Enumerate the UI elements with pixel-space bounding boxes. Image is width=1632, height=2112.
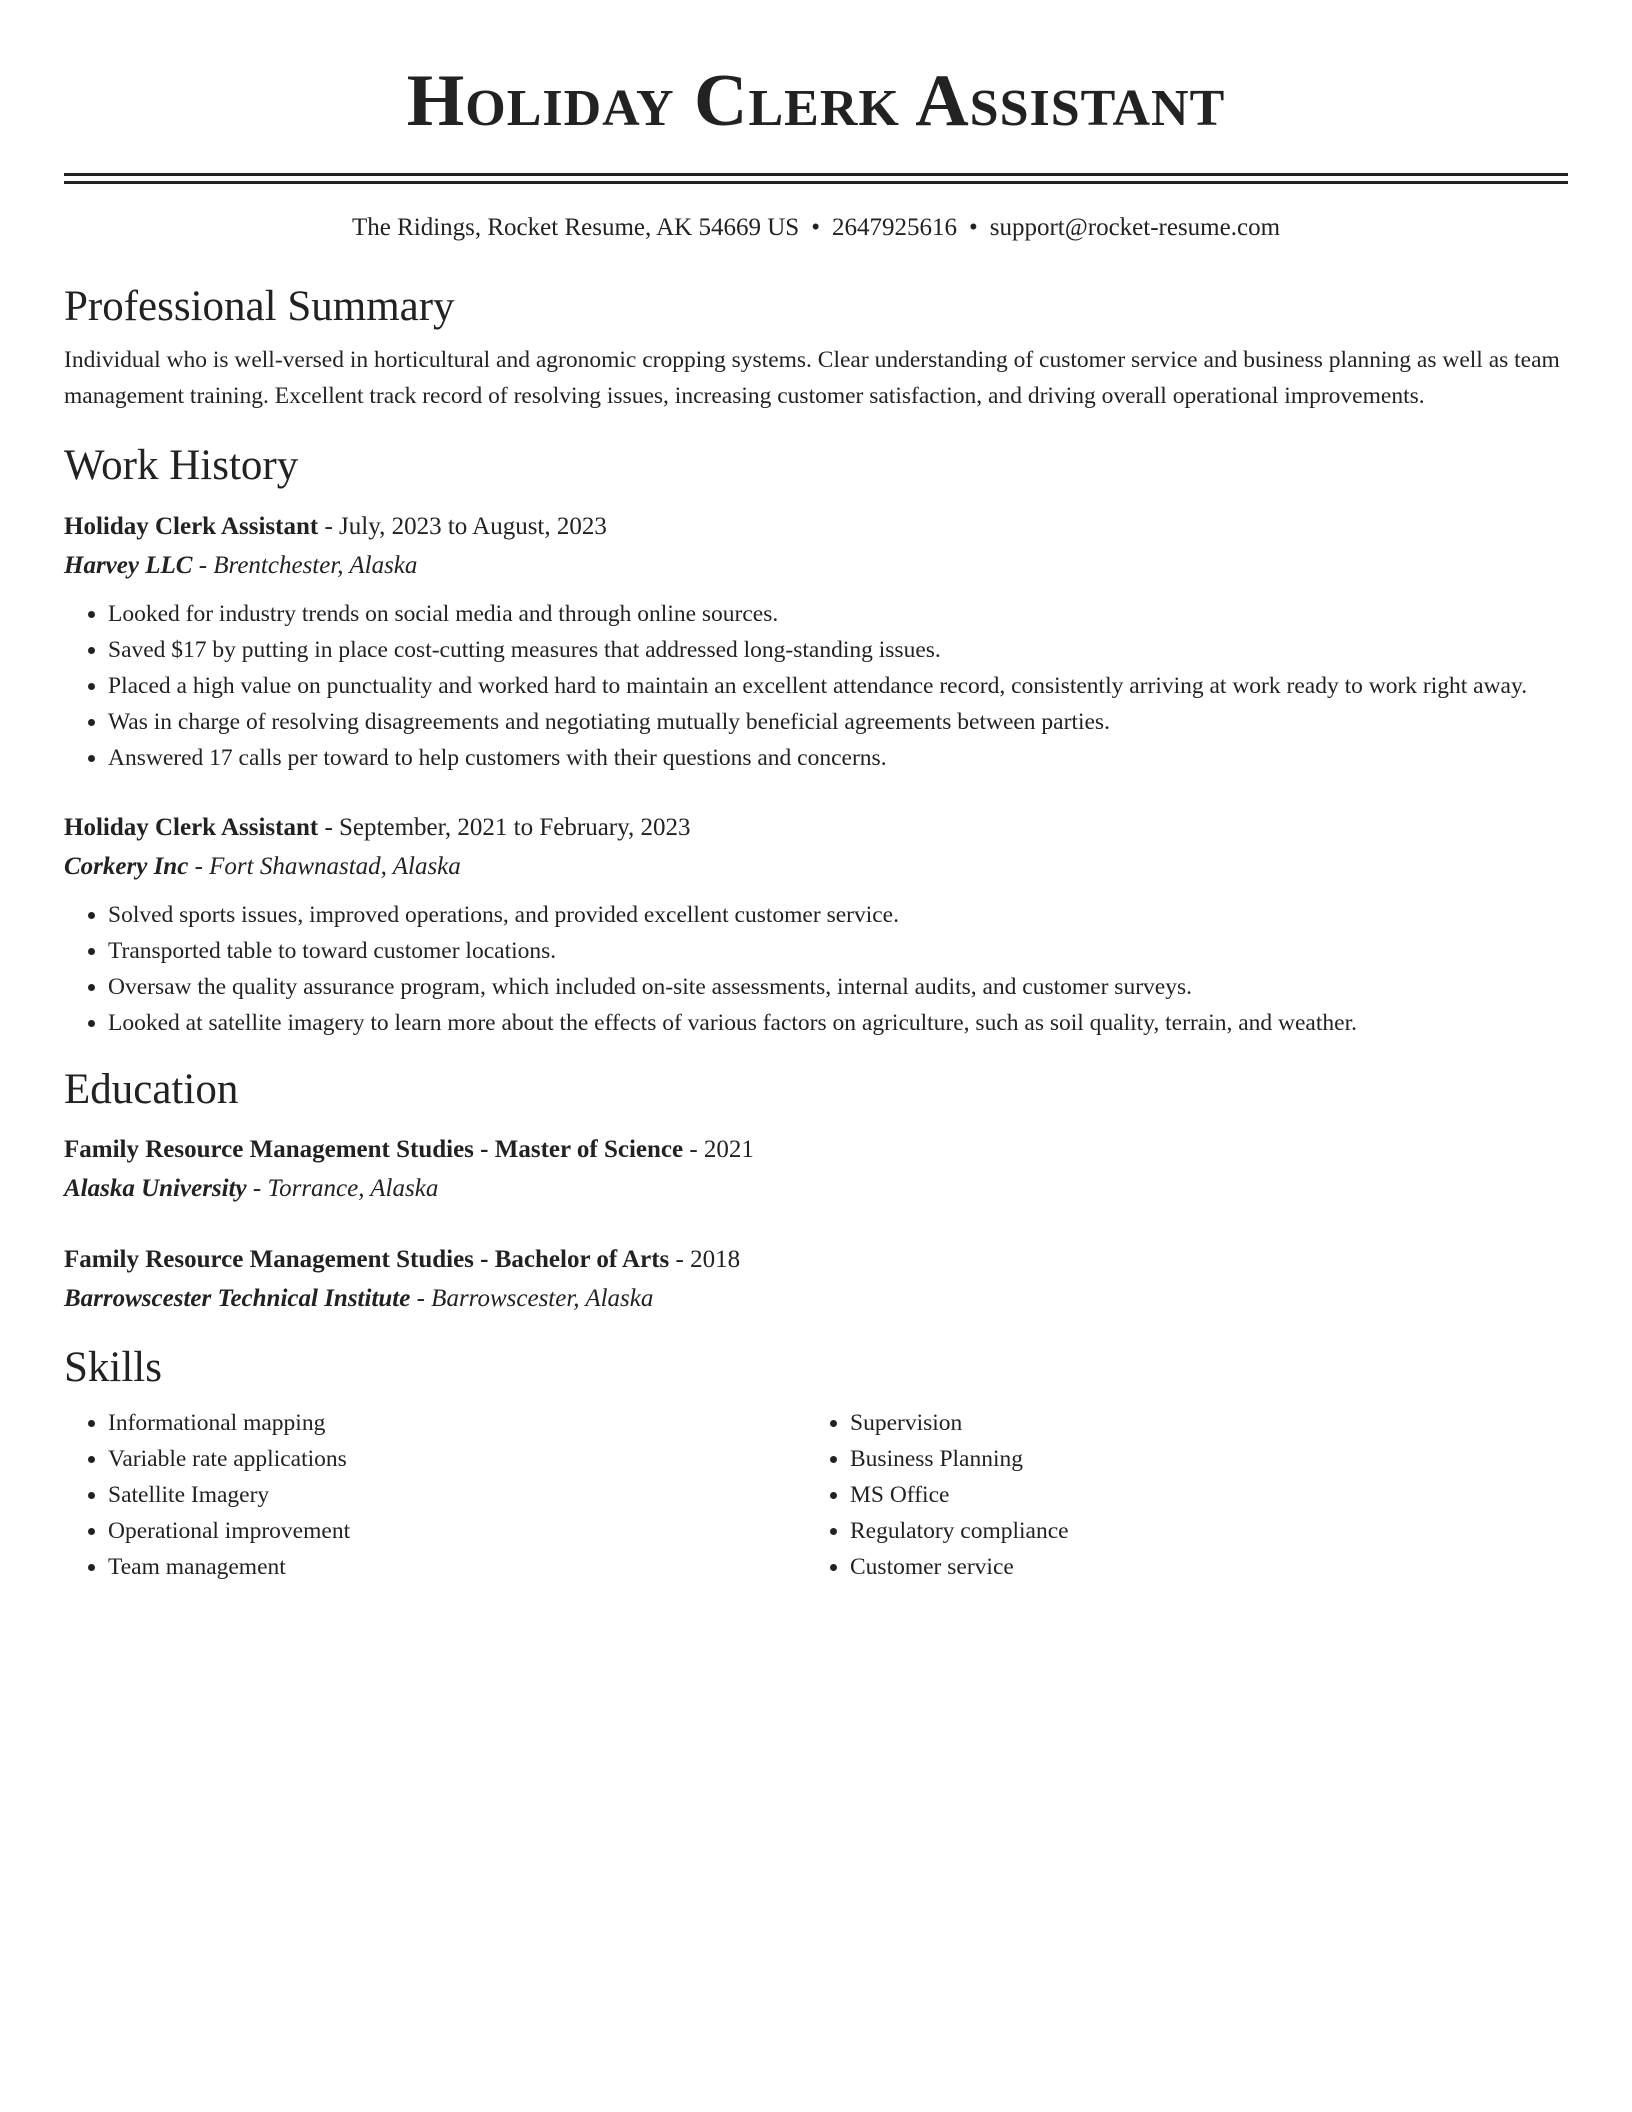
education-year: - 2018 <box>669 1246 741 1273</box>
contact-phone: 2647925616 <box>831 214 957 241</box>
resume-name: Holiday Clerk Assistant <box>406 60 1226 142</box>
skills-heading: Skills <box>64 1344 162 1391</box>
job-entry <box>64 809 1568 1041</box>
skills-column-right <box>806 1405 1548 1585</box>
education-school-line <box>64 1169 1568 1209</box>
job-bullet: • Placed a high value on punctuality and worked hard to maintain an excellent attendance record, consistently arriving at work ready to work right away. <box>108 668 1568 704</box>
skill-item: • Satellite Imagery <box>108 1477 806 1513</box>
skills-columns <box>64 1405 1568 1585</box>
education-school: Alaska University <box>64 1175 247 1202</box>
skill-item: • Informational mapping <box>108 1405 806 1441</box>
education-school: Barrowscester Technical Institute <box>64 1285 411 1312</box>
skill-item: • Supervision <box>850 1405 1548 1441</box>
job-company-line <box>64 847 1568 887</box>
job-location: - Brentchester, Alaska <box>192 552 418 579</box>
skills-list <box>64 1405 806 1585</box>
job-location: - Fort Shawnastad, Alaska <box>188 853 461 880</box>
education-heading: Education <box>64 1066 239 1113</box>
education-degree-line <box>64 1131 1568 1169</box>
skill-item: • Regulatory compliance <box>850 1513 1548 1549</box>
education-degree: Family Resource Management Studies - Bachelor of Arts <box>64 1246 670 1273</box>
education-degree: Family Resource Management Studies - Master of Science <box>64 1136 684 1163</box>
education-year: - 2021 <box>683 1136 754 1163</box>
job-bullet: • Transported table to toward customer locations. <box>108 933 1568 969</box>
job-company: Corkery Inc <box>64 853 189 880</box>
job-role: Holiday Clerk Assistant <box>64 513 319 540</box>
job-bullets <box>64 596 1568 776</box>
skill-item: • Customer service <box>850 1549 1548 1585</box>
contact-line <box>64 212 1568 244</box>
education-entry <box>64 1241 1568 1319</box>
job-title-line <box>64 508 1568 546</box>
education-entry <box>64 1131 1568 1209</box>
skill-item: • Team management <box>108 1549 806 1585</box>
education-school-line <box>64 1279 1568 1319</box>
job-entry <box>64 508 1568 776</box>
contact-separator: • <box>968 214 978 241</box>
skills-column-left <box>64 1405 806 1585</box>
job-bullet: • Saved $17 by putting in place cost-cutting measures that addressed long-standing issues. <box>108 632 1568 668</box>
job-company: Harvey LLC <box>64 552 193 579</box>
job-bullet: • Answered 17 calls per toward to help customers with their questions and concerns. <box>108 740 1568 776</box>
job-role: Holiday Clerk Assistant <box>64 814 319 841</box>
work-history-heading: Work History <box>64 442 299 489</box>
education-location: - Torrance, Alaska <box>246 1175 439 1202</box>
job-bullets <box>64 897 1568 1041</box>
skill-item: • Variable rate applications <box>108 1441 806 1477</box>
job-bullet: • Looked at satellite imagery to learn more about the effects of various factors on agriculture, such as soil quality, terrain, and weather. <box>108 1005 1568 1041</box>
job-company-line <box>64 546 1568 586</box>
education-degree-line <box>64 1241 1568 1279</box>
job-dates: - September, 2021 to February, 2023 <box>318 814 691 841</box>
summary-heading: Professional Summary <box>64 283 455 330</box>
education-location: - Barrowscester, Alaska <box>410 1285 654 1312</box>
header-double-rule <box>64 173 1568 184</box>
skill-item: • Business Planning <box>850 1441 1548 1477</box>
skill-item: • MS Office <box>850 1477 1548 1513</box>
job-bullet: • Was in charge of resolving disagreements and negotiating mutually beneficial agreements between parties. <box>108 704 1568 740</box>
contact-separator: • <box>811 214 820 241</box>
job-bullet: • Oversaw the quality assurance program, which included on-site assessments, internal audits, and customer surveys. <box>108 969 1568 1005</box>
skills-list <box>806 1405 1548 1585</box>
job-dates: - July, 2023 to August, 2023 <box>318 513 607 540</box>
skill-item: • Operational improvement <box>108 1513 806 1549</box>
contact-email: support@rocket-resume.com <box>989 214 1281 241</box>
contact-address: The Ridings, Rocket Resume, AK 54669 US <box>351 214 800 241</box>
job-bullet: • Looked for industry trends on social media and through online sources. <box>108 596 1568 632</box>
summary-text: Individual who is well-versed in horticultural and agronomic cropping systems. Clear understanding of customer service and business planning as well as team management training. Excellent track record of resolving issues, increasing customer satisfaction, and driving overall operational improvements. <box>64 347 1560 409</box>
job-bullet: • Solved sports issues, improved operations, and provided excellent customer service. <box>108 897 1568 933</box>
job-title-line <box>64 809 1568 847</box>
